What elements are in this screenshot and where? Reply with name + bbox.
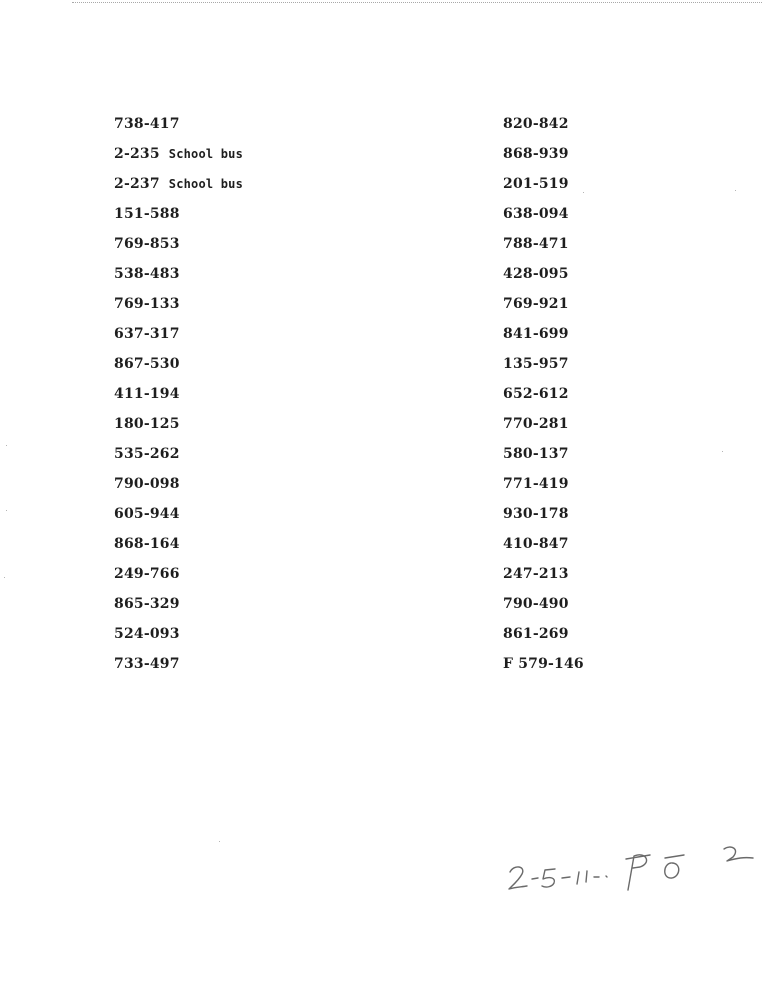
phone-number: 524-093	[114, 626, 180, 642]
phone-number: 247-213	[503, 566, 569, 582]
phone-number: 410-847	[503, 536, 569, 552]
scan-speck	[6, 445, 7, 446]
entry-note: School bus	[168, 177, 244, 191]
phone-number: 861-269	[503, 626, 569, 642]
phone-entry	[114, 384, 243, 414]
phone-entry	[503, 564, 584, 594]
phone-entry	[503, 654, 584, 684]
phone-number: 652-612	[503, 386, 569, 402]
phone-number: 428-095	[503, 266, 569, 282]
left-number-column	[114, 114, 243, 684]
scan-speck	[583, 192, 584, 193]
phone-number: 930-178	[503, 506, 569, 522]
phone-number: 738-417	[114, 116, 180, 132]
phone-entry	[503, 234, 584, 264]
phone-number: 788-471	[503, 236, 569, 252]
phone-number: 868-164	[114, 536, 180, 552]
phone-entry	[114, 444, 243, 474]
phone-entry	[114, 414, 243, 444]
phone-entry	[503, 204, 584, 234]
phone-number: 867-530	[114, 356, 180, 372]
phone-entry	[114, 354, 243, 384]
phone-entry	[503, 264, 584, 294]
phone-number: 868-939	[503, 146, 569, 162]
phone-entry	[503, 474, 584, 504]
phone-entry	[503, 504, 584, 534]
phone-entry	[114, 654, 243, 684]
phone-entry	[503, 414, 584, 444]
right-number-column	[503, 114, 584, 684]
phone-entry	[114, 534, 243, 564]
handwritten-annotation	[500, 836, 760, 896]
phone-number: 538-483	[114, 266, 180, 282]
phone-number: 865-329	[114, 596, 180, 612]
scan-top-edge	[72, 2, 762, 3]
phone-entry	[114, 594, 243, 624]
phone-number: 790-490	[503, 596, 569, 612]
phone-entry	[503, 324, 584, 354]
phone-entry	[503, 444, 584, 474]
phone-number: 535-262	[114, 446, 180, 462]
phone-number: 841-699	[503, 326, 569, 342]
scan-speck	[4, 577, 5, 578]
phone-entry	[114, 324, 243, 354]
phone-entry	[503, 594, 584, 624]
phone-number: F 579-146	[503, 656, 584, 672]
phone-number: 769-133	[114, 296, 180, 312]
phone-number: 151-588	[114, 206, 180, 222]
phone-entry	[503, 354, 584, 384]
phone-number: 790-098	[114, 476, 180, 492]
phone-number: 135-957	[503, 356, 569, 372]
phone-entry	[503, 144, 584, 174]
phone-number: 201-519	[503, 176, 569, 192]
phone-entry	[503, 384, 584, 414]
phone-entry	[114, 234, 243, 264]
phone-entry	[114, 264, 243, 294]
phone-number: 733-497	[114, 656, 180, 672]
scan-speck	[722, 451, 723, 452]
phone-entry	[503, 114, 584, 144]
phone-entry	[114, 474, 243, 504]
scan-speck	[6, 510, 7, 511]
entry-note: School bus	[168, 147, 244, 161]
phone-number: 637-317	[114, 326, 180, 342]
phone-number: 820-842	[503, 116, 569, 132]
phone-number: 769-921	[503, 296, 569, 312]
phone-number: 769-853	[114, 236, 180, 252]
phone-number: 411-194	[114, 386, 180, 402]
phone-number: 770-281	[503, 416, 569, 432]
phone-entry	[114, 114, 243, 144]
phone-entry	[114, 144, 243, 174]
phone-entry	[503, 294, 584, 324]
phone-entry	[114, 564, 243, 594]
phone-entry	[114, 294, 243, 324]
phone-entry	[114, 174, 243, 204]
phone-entry	[503, 624, 584, 654]
scan-speck	[735, 190, 736, 191]
scan-speck	[219, 841, 220, 842]
phone-entry	[114, 204, 243, 234]
phone-entry	[503, 174, 584, 204]
phone-entry	[114, 504, 243, 534]
phone-number: 2-235	[114, 146, 160, 162]
phone-number: 180-125	[114, 416, 180, 432]
phone-number: 2-237	[114, 176, 160, 192]
phone-number: 771-419	[503, 476, 569, 492]
phone-number: 249-766	[114, 566, 180, 582]
phone-number: 638-094	[503, 206, 569, 222]
phone-entry	[114, 624, 243, 654]
phone-number: 605-944	[114, 506, 180, 522]
phone-entry	[503, 534, 584, 564]
phone-number: 580-137	[503, 446, 569, 462]
